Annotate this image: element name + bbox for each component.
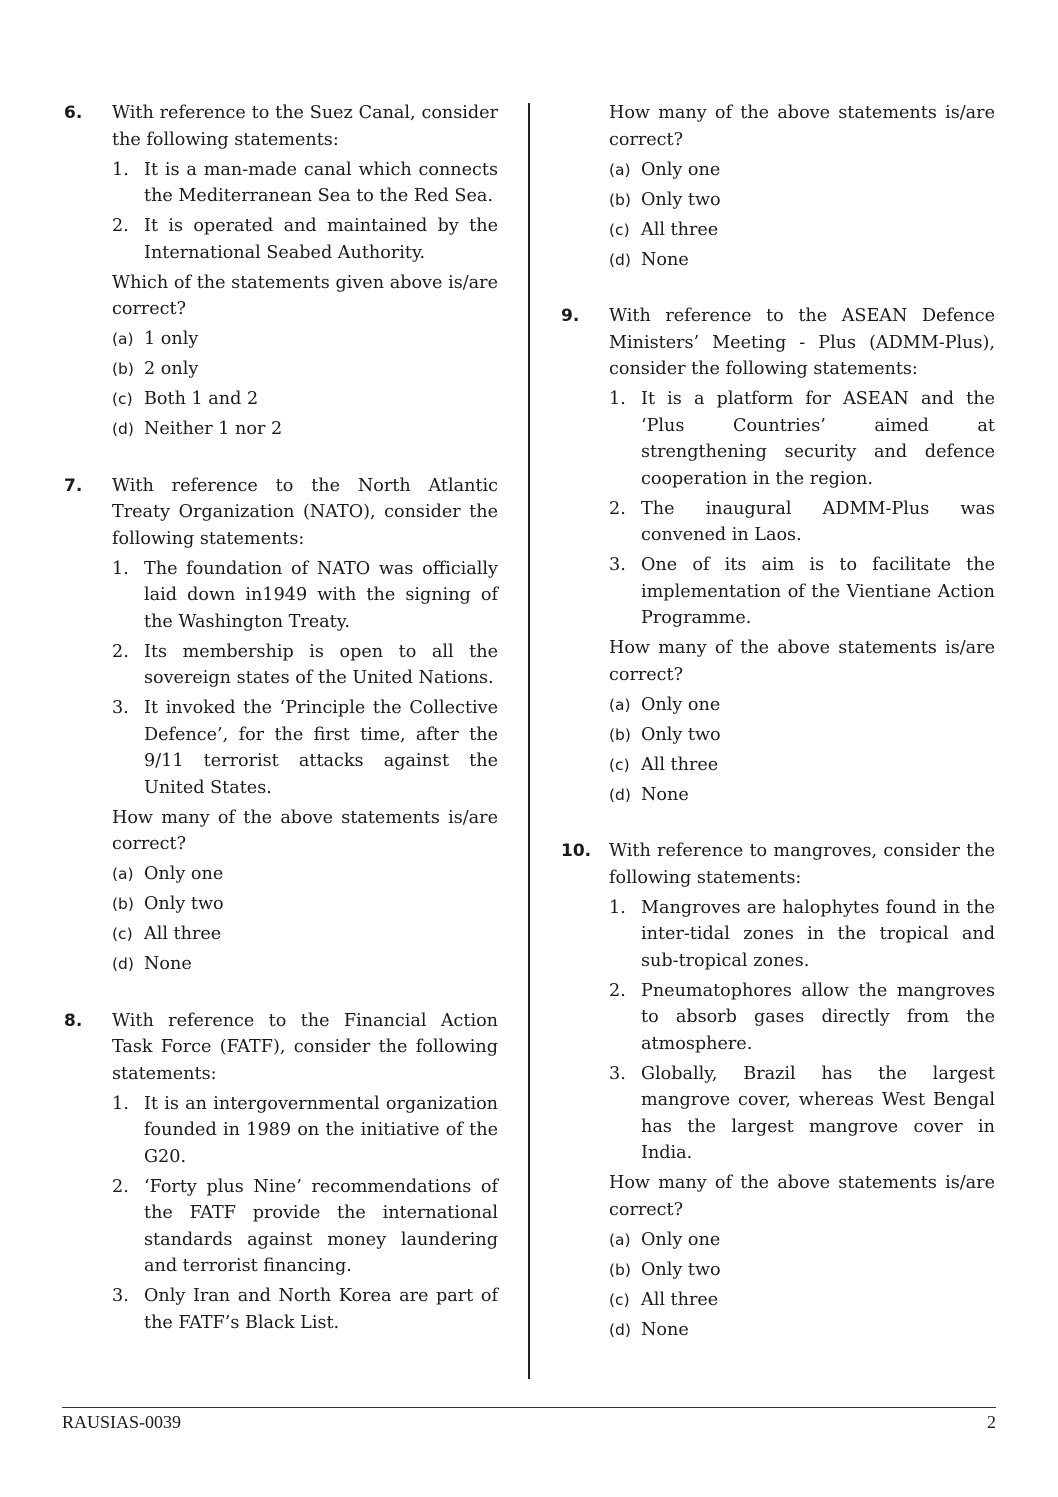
- option-b: [609, 722, 995, 749]
- option-text: All three: [144, 924, 222, 944]
- option-c: [112, 386, 498, 413]
- statement-list: [609, 386, 995, 632]
- option-label: (b): [112, 360, 134, 378]
- statement-number: 3.: [609, 555, 626, 575]
- option-text: Neither 1 nor 2: [144, 419, 283, 439]
- option-text: Only one: [641, 694, 721, 715]
- option-c: [112, 921, 498, 948]
- statement-text: Globally, Brazil has the largest mangrove cover, whereas West Bengal has the largest mangrove cover in India.: [641, 1063, 995, 1163]
- statement-list: [112, 1091, 498, 1337]
- statement-number: 1.: [609, 389, 626, 409]
- option-text: None: [641, 1319, 689, 1340]
- statement-list: [112, 157, 498, 267]
- option-label: (c): [112, 390, 133, 408]
- statement-text: Only Iran and North Korea are part of the FATF’s Black List.: [144, 1286, 498, 1333]
- option-text: Only two: [641, 724, 721, 745]
- option-text: None: [641, 784, 689, 805]
- option-label: (c): [609, 1290, 630, 1309]
- question-number: 6.: [64, 103, 83, 123]
- option-label: (d): [609, 250, 631, 269]
- statement: [609, 1061, 995, 1167]
- statement-number: 3.: [112, 698, 129, 718]
- statement-text: It invoked the ‘Principle the Collective Defence’, for the first time, after the 9/11 terrorist attacks against the United States.: [144, 698, 498, 798]
- option-label: (c): [609, 220, 630, 239]
- question-prompt: How many of the above statements is/are correct?: [609, 638, 995, 685]
- statement: [112, 213, 498, 266]
- option-b: [112, 356, 498, 383]
- question-7: [62, 473, 498, 978]
- option-label: (c): [112, 925, 133, 943]
- option-text: Only two: [641, 189, 721, 210]
- statement: [112, 556, 498, 636]
- statement: [112, 695, 498, 801]
- option-d: [609, 247, 995, 274]
- statement-text: Its membership is open to all the sovereign states of the United Nations.: [144, 641, 498, 688]
- option-label: (c): [609, 755, 630, 774]
- statement-text: The foundation of NATO was officially laid down in1949 with the signing of the Washington Treaty.: [144, 558, 498, 632]
- question-prompt: How many of the above statements is/are correct?: [112, 807, 498, 854]
- document-code: RAUSIAS-0039: [62, 1412, 182, 1432]
- option-text: Only two: [641, 1259, 721, 1280]
- statement: [112, 1283, 498, 1336]
- statement-text: It is operated and maintained by the International Seabed Authority.: [144, 216, 498, 263]
- statement: [112, 639, 498, 692]
- statement-number: 2.: [112, 641, 129, 662]
- option-text: None: [641, 249, 689, 270]
- option-text: None: [144, 954, 192, 974]
- option-a: [112, 861, 498, 888]
- option-label: (a): [112, 330, 134, 348]
- question-number: 9.: [561, 306, 580, 326]
- option-text: Only one: [641, 159, 721, 180]
- statement-number: 3.: [112, 1286, 129, 1306]
- option-text: 1 only: [144, 329, 199, 349]
- statement: [609, 895, 995, 975]
- statement-list: [112, 556, 498, 802]
- statement-text: It is an intergovernmental organization founded in 1989 on the initiative of the G20.: [144, 1093, 498, 1167]
- statement: [112, 1091, 498, 1171]
- question-stem: With reference to the Financial Action Task Force (FATF), consider the following statements:: [112, 1010, 498, 1084]
- statement-number: 1.: [112, 558, 129, 579]
- option-text: All three: [641, 219, 719, 240]
- option-label: (d): [112, 955, 134, 973]
- statement-text: Mangroves are halophytes found in the inter-tidal zones in the tropical and sub-tropical zones.: [641, 897, 995, 971]
- question-number: 10.: [561, 841, 592, 861]
- option-label: (a): [609, 1230, 631, 1249]
- option-d: [112, 951, 498, 978]
- option-label: (b): [112, 895, 134, 913]
- option-c: [609, 217, 995, 244]
- option-text: Only two: [144, 894, 224, 914]
- statement-text: ‘Forty plus Nine’ recommendations of the FATF provide the international standards against money laundering and terrorist financing.: [144, 1176, 498, 1276]
- page-number: 2: [987, 1412, 996, 1432]
- footer-rule: [62, 1407, 996, 1408]
- question-stem: With reference to the Suez Canal, consider the following statements:: [112, 103, 498, 150]
- option-label: (b): [609, 190, 631, 209]
- question-number: 8.: [64, 1010, 83, 1031]
- statement-text: It is a platform for ASEAN and the ‘Plus Countries’ aimed at strengthening security and defence cooperation in the region.: [641, 389, 995, 489]
- question-10: [559, 838, 995, 1343]
- option-label: (b): [609, 1260, 631, 1279]
- option-a: [609, 1227, 995, 1254]
- question-prompt: How many of the above statements is/are correct?: [609, 103, 995, 150]
- statement: [609, 978, 995, 1058]
- option-a: [609, 157, 995, 184]
- statement-text: It is a man-made canal which connects the Mediterranean Sea to the Red Sea.: [144, 159, 498, 206]
- question-stem: With reference to the North Atlantic Treaty Organization (NATO), consider the following statements:: [112, 475, 498, 549]
- question-8: [62, 1008, 498, 1337]
- option-label: (a): [609, 160, 631, 179]
- column-divider: [528, 103, 530, 1379]
- statement: [112, 157, 498, 210]
- statement: [609, 496, 995, 549]
- question-stem: With reference to the ASEAN Defence Ministers’ Meeting - Plus (ADMM-Plus), consider the following statements:: [609, 306, 995, 379]
- option-label: (d): [609, 785, 631, 804]
- option-text: Both 1 and 2: [144, 389, 259, 409]
- statement: [609, 552, 995, 632]
- question-prompt: Which of the statements given above is/are correct?: [112, 272, 498, 319]
- option-c: [609, 752, 995, 779]
- option-a: [112, 326, 498, 353]
- statement-number: 2.: [112, 216, 129, 236]
- option-d: [609, 1317, 995, 1344]
- option-label: (b): [609, 725, 631, 744]
- statement-number: 2.: [112, 1176, 129, 1197]
- statement-text: The inaugural ADMM-Plus was convened in Laos.: [641, 498, 995, 545]
- statement-number: 1.: [609, 897, 626, 918]
- option-text: Only one: [641, 1229, 721, 1250]
- option-label: (d): [112, 420, 134, 438]
- option-d: [112, 416, 498, 443]
- statement-number: 2.: [609, 980, 626, 1001]
- option-text: All three: [641, 1289, 719, 1310]
- left-column: [62, 100, 498, 1366]
- statement-list: [609, 895, 995, 1167]
- option-label: (a): [609, 695, 631, 714]
- statement: [112, 1174, 498, 1280]
- option-label: (a): [112, 865, 134, 883]
- statement-text: One of its aim is to facilitate the implementation of the Vientiane Action Programme.: [641, 555, 995, 628]
- option-d: [609, 782, 995, 809]
- question-8-continued: [559, 100, 995, 273]
- right-column: [559, 100, 995, 1373]
- option-text: All three: [641, 754, 719, 775]
- statement-number: 2.: [609, 498, 626, 519]
- statement-number: 1.: [112, 159, 129, 180]
- question-9: [559, 303, 995, 808]
- question-stem: With reference to mangroves, consider the following statements:: [609, 841, 995, 888]
- option-label: (d): [609, 1320, 631, 1339]
- option-c: [609, 1287, 995, 1314]
- option-b: [609, 187, 995, 214]
- statement-number: 3.: [609, 1063, 626, 1084]
- statement: [609, 386, 995, 492]
- option-b: [609, 1257, 995, 1284]
- statement-number: 1.: [112, 1093, 129, 1114]
- statement-text: Pneumatophores allow the mangroves to absorb gases directly from the atmosphere.: [641, 980, 995, 1054]
- option-a: [609, 692, 995, 719]
- question-6: [62, 100, 498, 443]
- option-text: 2 only: [144, 359, 199, 379]
- option-b: [112, 891, 498, 918]
- question-prompt: How many of the above statements is/are correct?: [609, 1173, 995, 1220]
- option-text: Only one: [144, 864, 224, 884]
- question-number: 7.: [64, 475, 83, 496]
